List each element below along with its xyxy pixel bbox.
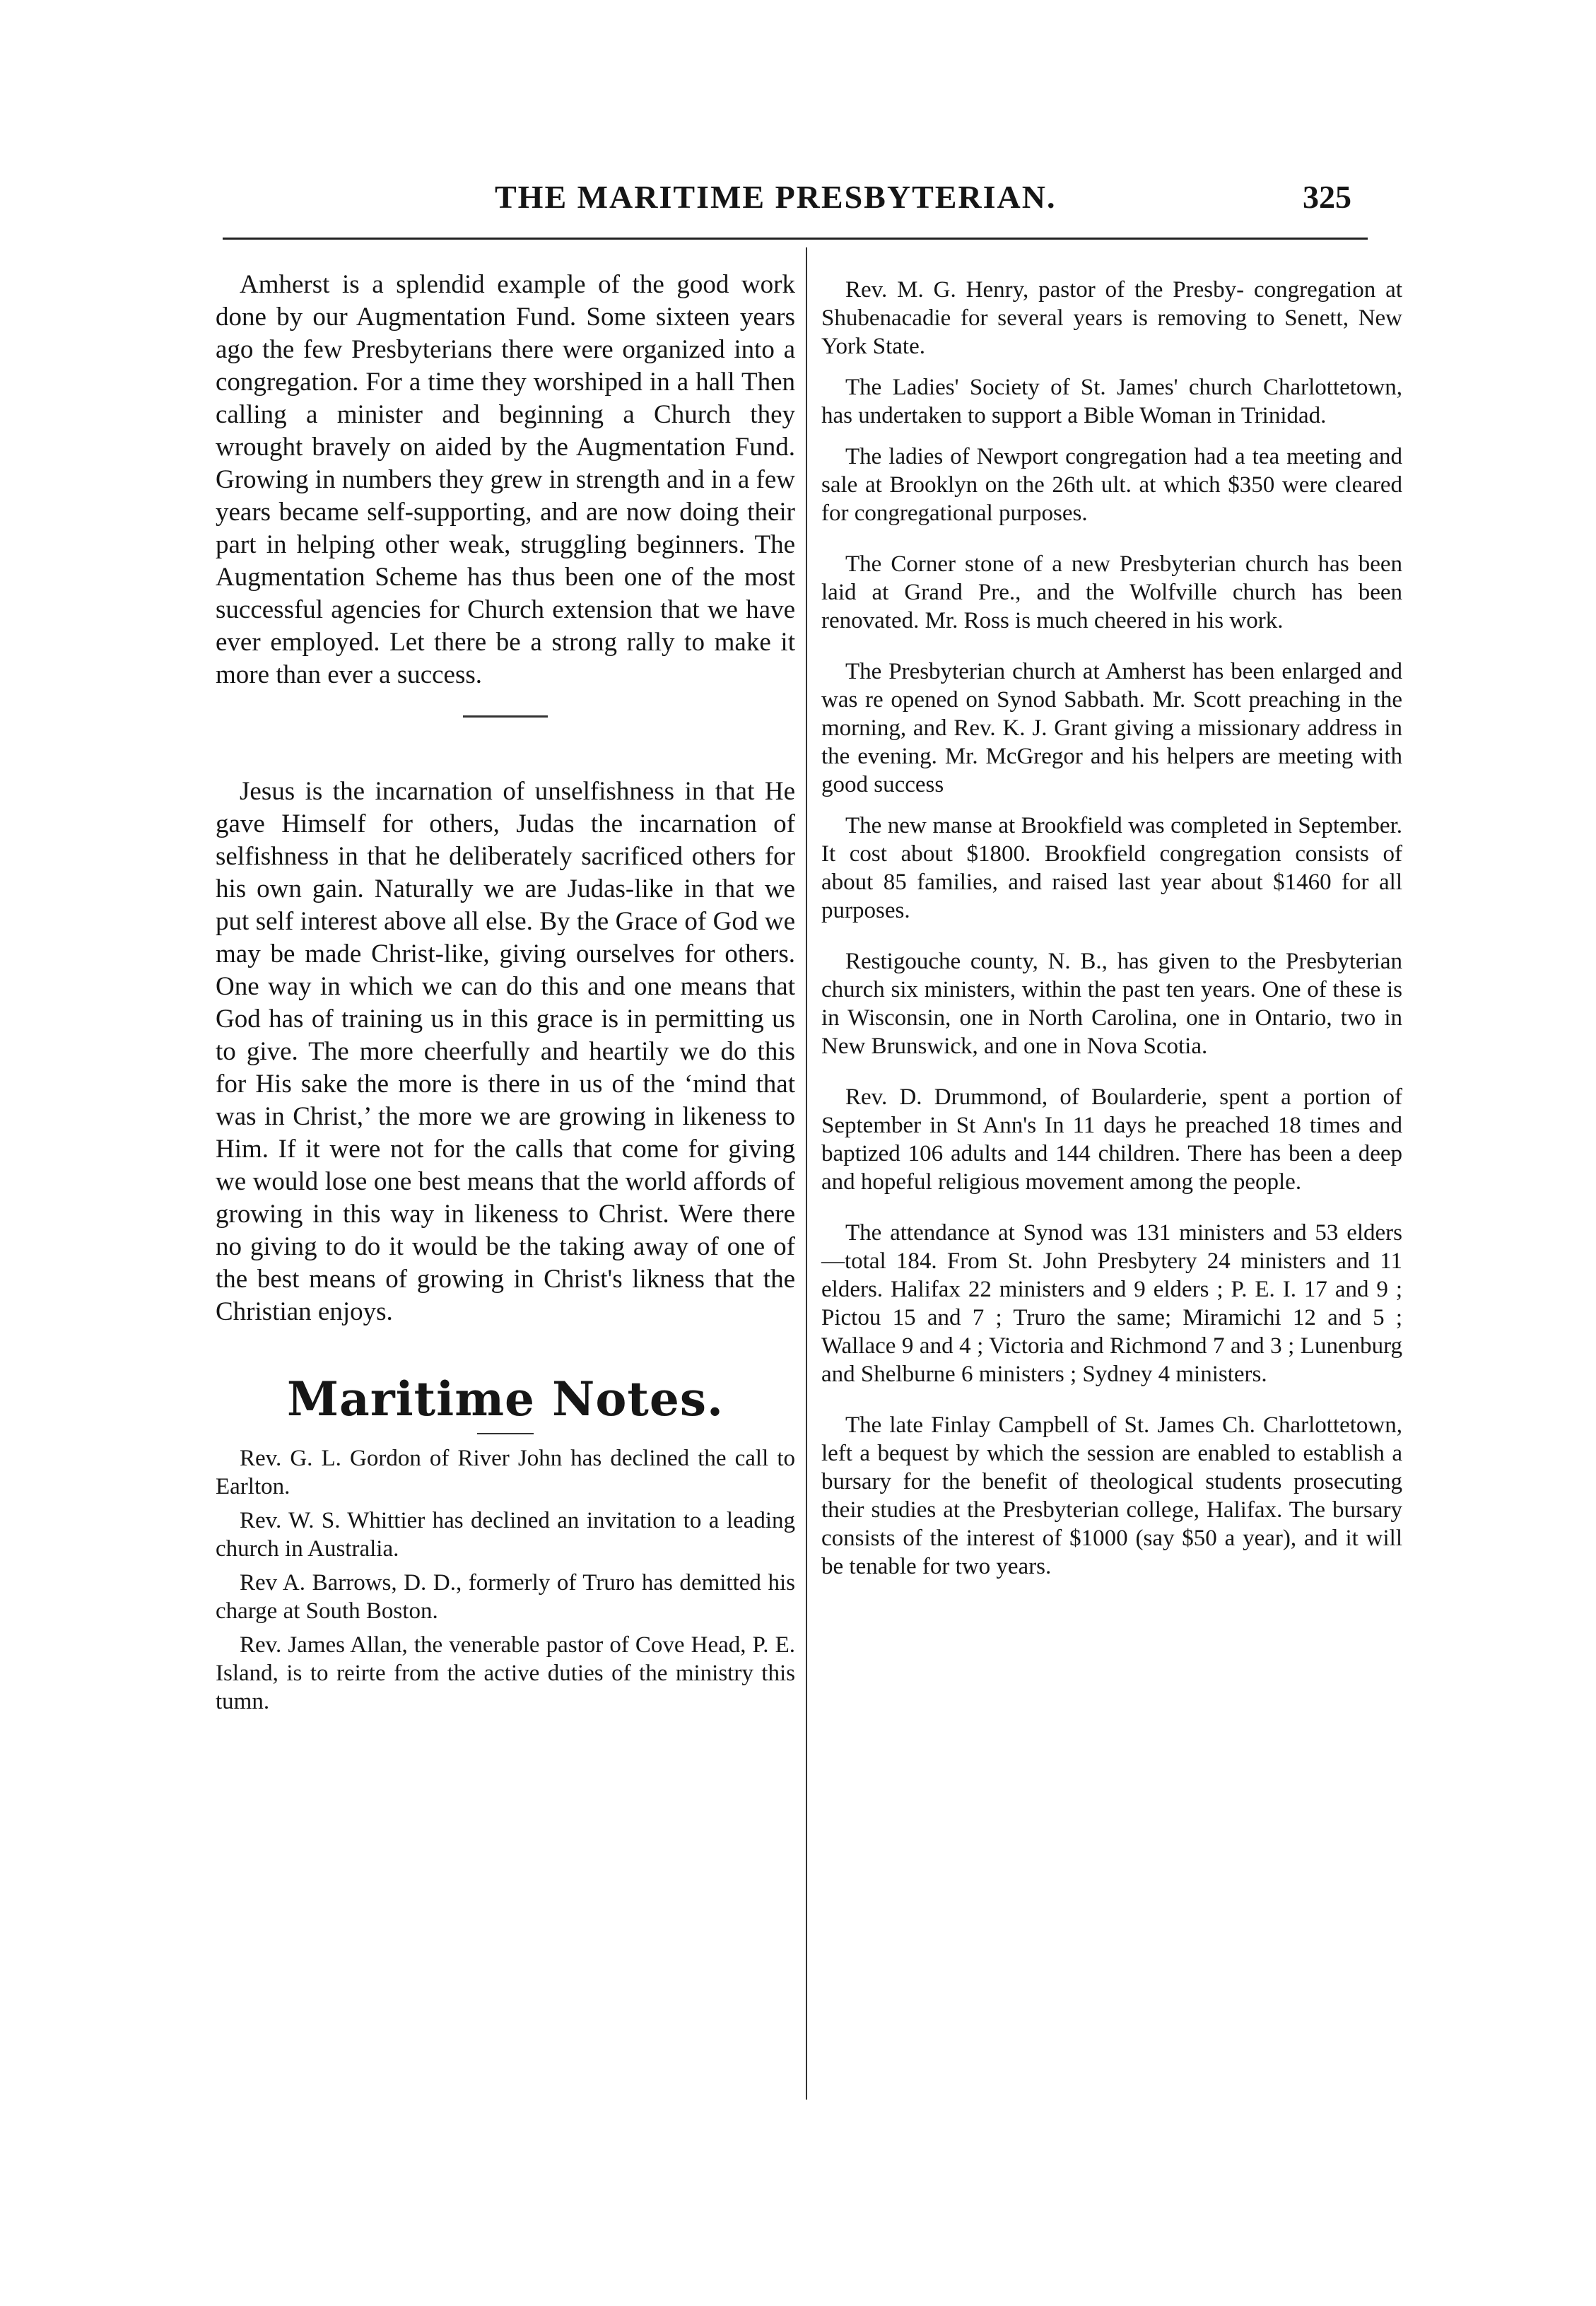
- note-item: The ladies of Newport congregation had a tea meeting and sale at Brooklyn on the 26th ult. at which $350 were cleared for congregational purposes.: [821, 444, 1402, 526]
- note-item: Rev. G. L. Gordon of River John has declined the call to Earlton.: [216, 1446, 795, 1499]
- page-number: 325: [1303, 179, 1351, 215]
- page-header-title: THE MARITIME PRESBYTERIAN.: [495, 179, 1057, 215]
- note-item: Rev. James Allan, the venerable pastor of Cove Head, P. E. Island, is to reirte from the active duties of the ministry this tumn.: [216, 1632, 795, 1714]
- note-item: Rev A. Barrows, D. D., formerly of Truro has demitted his charge at South Boston.: [216, 1570, 795, 1624]
- left-column: [216, 269, 795, 1721]
- section-divider: [463, 715, 548, 718]
- note-item: The Ladies' Society of St. James' church Charlottetown, has undertaken to support a Bible Woman in Trinidad.: [821, 375, 1402, 428]
- heading-rule: [477, 1433, 534, 1434]
- note-item: The attendance at Synod was 131 ministers and 53 elders—total 184. From St. John Presbytery 24 ministers and 11 elders. Halifax 22 ministers and 9 elders ; P. E. I. 17 and 9 ; Pictou 15 and 7 ; Truro the same; Miramichi 12 and 5 ; Wallace 9 and 4 ; Victoria and Richmond 7 and 3 ; Lunenburg and Shelburne 6 ministers ; Sydney 4 ministers.: [821, 1220, 1402, 1387]
- note-item: The Presbyterian church at Amherst has been enlarged and was re opened on Synod Sabbath. Mr. Scott preaching in the morning, and Rev. K. J. Grant giving a missionary address in the evening. Mr. McGregor and his helpers are meeting with good success: [821, 659, 1402, 797]
- header-rule: [223, 238, 1368, 240]
- note-item: Rev. M. G. Henry, pastor of the Presby- congregation at Shubenacadie for several years is removing to Senett, New York State.: [821, 277, 1402, 359]
- column-divider: [806, 247, 807, 2100]
- section-heading-maritime-notes: Maritime Notes.: [287, 1371, 724, 1427]
- right-column: [821, 276, 1402, 1603]
- editorial-paragraph-amherst: Amherst is a splendid example of the good work done by our Augmentation Fund. Some sixteen years ago the few Presbyterians there were organized into a congregation. For a time they worshiped in a hall Then calling a minister and beginning a Church they wrought bravely on aided by the Augmentation Fund. Growing in numbers they grew in strength and in a few years became self-supporting, and are now doing their part in helping other weak, struggling beginners. The Augmentation Scheme has thus been one of the most successful agencies for Church extension that we have ever employed. Let there be a strong rally to make it more than ever a success.: [216, 270, 795, 689]
- note-item: The late Finlay Campbell of St. James Ch. Charlottetown, left a bequest by which the session are enabled to establish a bursary for the benefit of theological students prosecuting their studies at the Presbyterian college, Halifax. The bursary consists of the interest of $1000 (say $50 a year), and it will be tenable for two years.: [821, 1412, 1402, 1579]
- editorial-paragraph-giving: Jesus is the incarnation of unselfishness in that He gave Himself for others, Judas the incarnation of selfishness in that he deliberately sacrificed others for his own gain. Naturally we are Judas-like in that we put self interest above all else. By the Grace of God we may be made Christ-like, giving ourselves for others. One way in which we can do this and one means that God has of training us in this grace is in permitting us to give. The more cheerfully and heartily we do this for His sake the more is there in us of the ‘mind that was in Christ,’ the more we are growing in likeness to Him. If it were not for the calls that come for giving we would lose one best means that the world affords of growing in this way in likeness to Christ. Were there no giving to do it would be the taking away of one of the best means of growing in Christ's likness that the Christian enjoys.: [216, 777, 795, 1326]
- note-item: Restigouche county, N. B., has given to the Presbyterian church six ministers, within the past ten years. One of these is in Wisconsin, one in North Carolina, one in Ontario, two in New Brunswick, and one in Nova Scotia.: [821, 949, 1402, 1059]
- note-item: The Corner stone of a new Presbyterian church has been laid at Grand Pre., and the Wolfville church has been renovated. Mr. Ross is much cheered in his work.: [821, 551, 1402, 633]
- note-item: Rev. W. S. Whittier has declined an invitation to a leading church in Australia.: [216, 1508, 795, 1562]
- note-item: The new manse at Brookfield was completed in September. It cost about $1800. Brookfield congregation consists of about 85 families, and raised last year about $1460 for all purposes.: [821, 813, 1402, 923]
- note-item: Rev. D. Drummond, of Boularderie, spent a portion of September in St Ann's In 11 days he preached 18 times and baptized 106 adults and 144 children. There has been a deep and hopeful religious movement among the people.: [821, 1084, 1402, 1195]
